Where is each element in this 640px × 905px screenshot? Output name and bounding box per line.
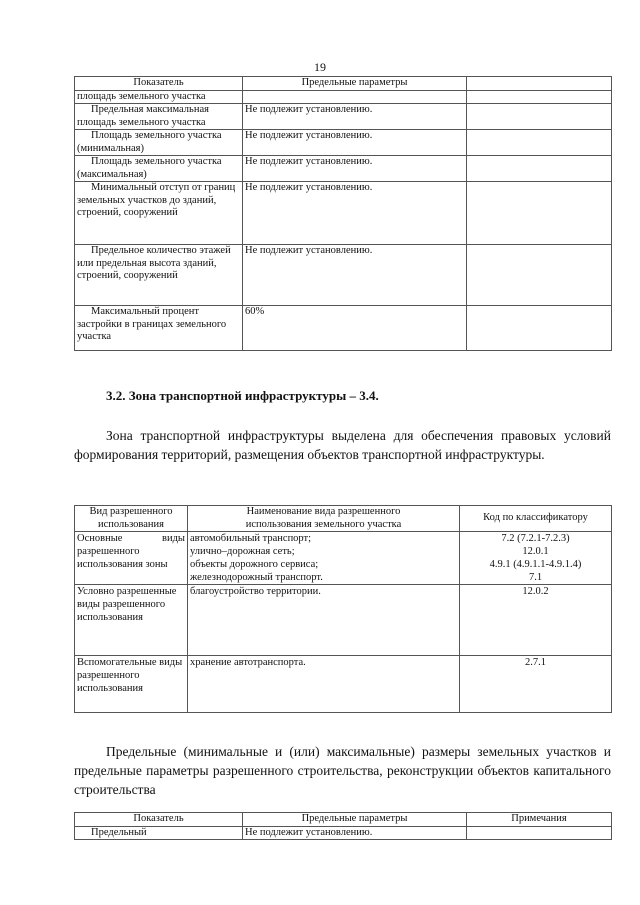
row-value: 60% [243,306,467,351]
use-name: железнодорожный транспорт. [190,572,323,583]
header-indicator: Показатель [75,77,243,91]
row-note [467,306,612,351]
header-parameters: Предельные параметры [243,813,467,827]
use-names [188,656,460,713]
table-header-row [75,506,612,532]
header-use-kind: Вид разрешенного использования [75,506,188,532]
use-name: хранение автотранспорта. [190,657,306,668]
row-label: Максимальный процент застройки в границах земельного участка [75,306,243,351]
table-row [75,156,612,182]
use-kind: Основные виды разрешенного использования зоны [75,532,188,585]
use-code: 7.2 (7.2.1-7.2.3) [501,533,570,544]
row-note [467,826,612,840]
table-row [75,656,612,713]
use-codes [460,656,612,713]
parameters-table-continued [74,76,612,351]
section-heading: 3.2. Зона транспортной инфраструктуры – 3.4. [106,388,379,403]
use-code: 12.0.2 [522,586,549,597]
header-use-name: Наименование вида разрешенного использования земельного участка [188,506,460,532]
use-name: автомобильный транспорт; [190,533,312,544]
table-header-row [75,813,612,827]
use-code: 12.0.1 [522,546,549,557]
use-code: 2.7.1 [525,657,546,668]
limit-parameters-table [74,812,612,840]
header-code: Код по классификатору [460,506,612,532]
row-value: Не подлежит установлению. [243,104,467,130]
use-codes [460,532,612,585]
header-notes: Примечания [467,813,612,827]
use-name: объекты дорожного сервиса; [190,559,319,570]
table-row [75,306,612,351]
row-value: Не подлежит установлению. [243,182,467,245]
row-label: Площадь земельного участка (минимальная) [75,130,243,156]
row-label: Минимальный отступ от границ земельных участков до зданий, строений, сооружений [75,182,243,245]
table-row [75,826,612,840]
params-paragraph: Предельные (минимальные и (или) максимальные) размеры земельных участков и предельные параметры разрешенного строительства, реконструкции объектов капитального строительства [74,744,611,797]
row-value: Не подлежит установлению. [243,826,467,840]
table-row [75,532,612,585]
permitted-use-table [74,505,612,713]
intro-paragraph: Зона транспортной инфраструктуры выделена для обеспечения правовых условий формирования территорий, размещения объектов транспортной инфраструктуры. [74,428,611,462]
use-kind: Условно разрешенные виды разрешенного использования [75,585,188,656]
row-value: Не подлежит установлению. [243,156,467,182]
use-name: благоустройство территории. [190,586,321,597]
row-value [243,90,467,104]
header-notes [467,77,612,91]
row-value: Не подлежит установлению. [243,245,467,306]
table-header-row [75,77,612,91]
row-note [467,104,612,130]
table-row [75,90,612,104]
use-names [188,532,460,585]
row-label: площадь земельного участка [75,90,243,104]
row-note [467,182,612,245]
row-label: Предельное количество этажей или предельная высота зданий, строений, сооружений [75,245,243,306]
use-code: 7.1 [528,572,543,583]
table-row [75,130,612,156]
table-row [75,585,612,656]
use-code: 4.9.1 (4.9.1.1-4.9.1.4) [489,559,582,570]
row-note [467,245,612,306]
row-value: Не подлежит установлению. [243,130,467,156]
use-names [188,585,460,656]
table-row [75,182,612,245]
row-label: Площадь земельного участка (максимальная) [75,156,243,182]
page-number: 19 [314,60,326,74]
row-label: Предельная максимальная площадь земельного участка [75,104,243,130]
header-parameters: Предельные параметры [243,77,467,91]
header-indicator: Показатель [75,813,243,827]
table-row [75,104,612,130]
row-note [467,130,612,156]
use-name: улично–дорожная сеть; [190,546,295,557]
row-note [467,156,612,182]
use-kind: Вспомогательные виды разрешенного использования [75,656,188,713]
use-codes [460,585,612,656]
row-note [467,90,612,104]
row-label: Предельный [75,826,243,840]
table-row [75,245,612,306]
